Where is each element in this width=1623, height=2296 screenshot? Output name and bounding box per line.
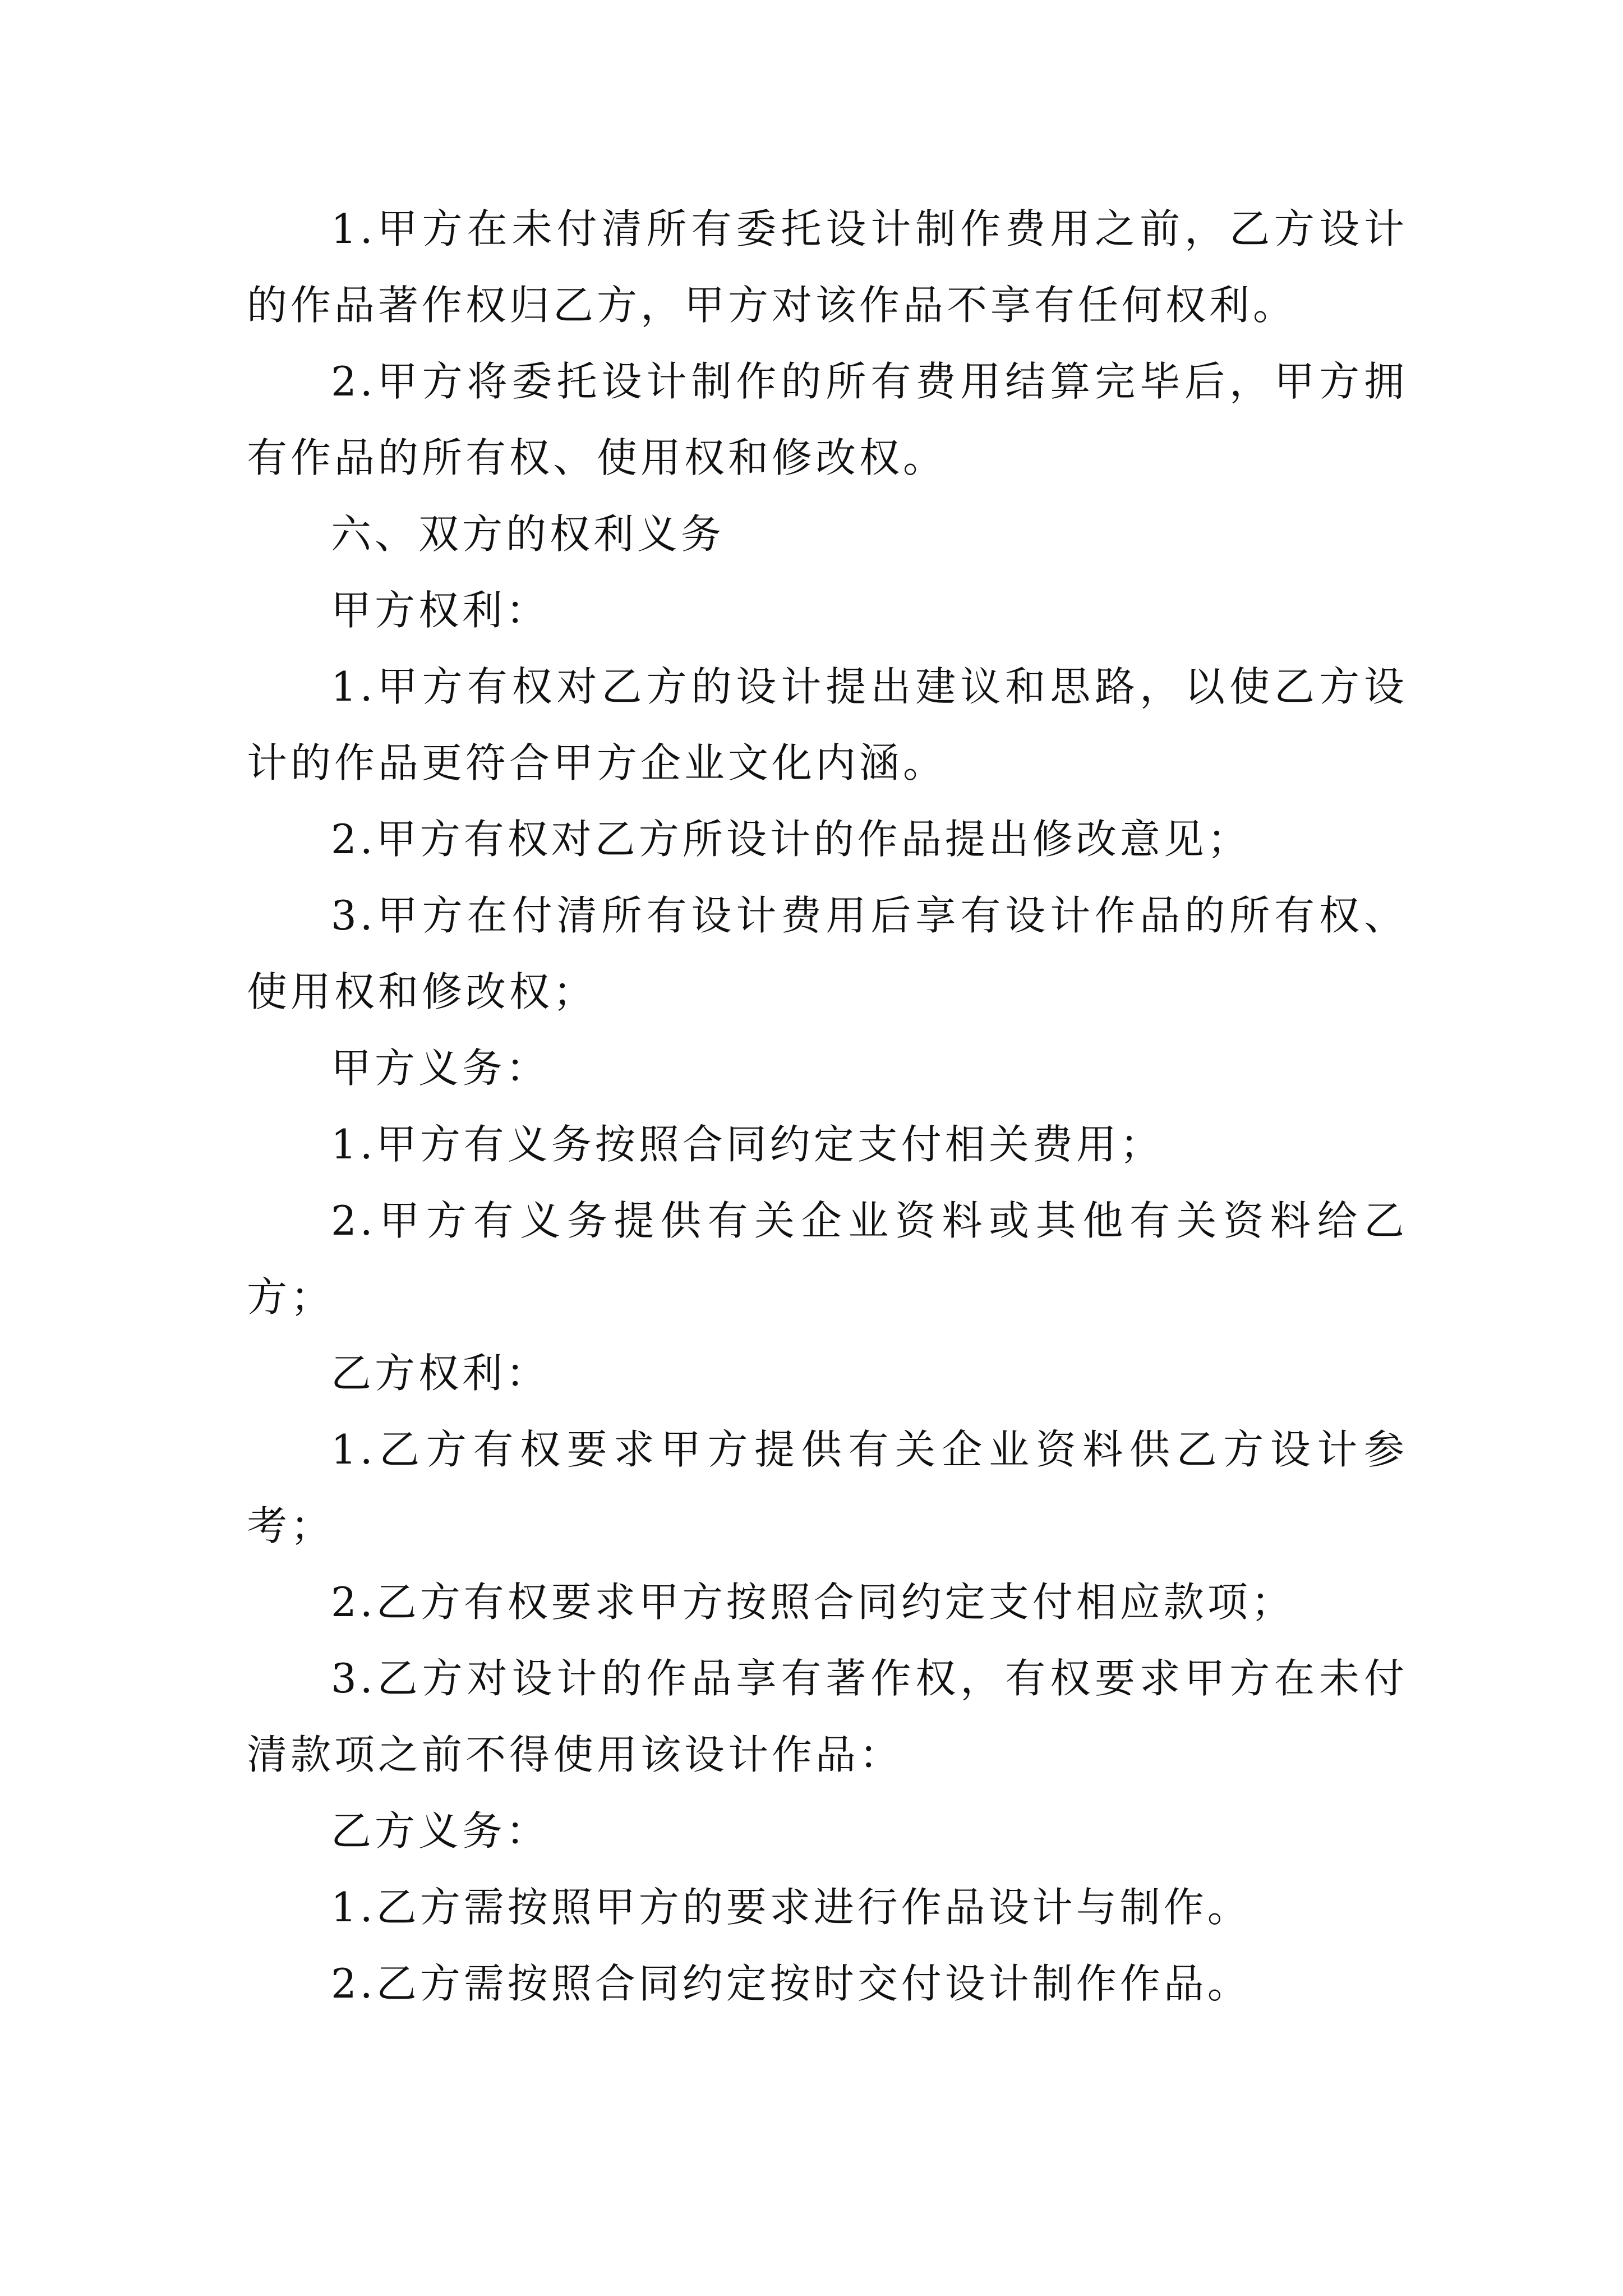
section-heading-6: 六、双方的权利义务 bbox=[331, 510, 725, 558]
paragraph-b-duty-1: 1.乙方需按照甲方的要求进行作品设计与制作。 bbox=[331, 1884, 1251, 1931]
paragraph-b-right-3: 3.乙方对设计的作品享有著作权，有权要求甲方在未付清款项之前不得使用该设计作品： bbox=[247, 1655, 1408, 1778]
paragraph-2: 2.甲方将委托设计制作的所有费用结算完毕后，甲方拥有作品的所有权、使用权和修改权。 bbox=[247, 358, 1408, 481]
paragraph-a-duty-1: 1.甲方有义务按照合同约定支付相关费用； bbox=[331, 1121, 1164, 1168]
paragraph-a-right-2: 2.甲方有权对乙方所设计的作品提出修改意见； bbox=[331, 816, 1251, 863]
party-a-duties-heading: 甲方义务： bbox=[331, 1045, 550, 1092]
party-a-rights-heading: 甲方权利： bbox=[331, 587, 550, 634]
party-b-rights-heading: 乙方权利： bbox=[331, 1350, 550, 1397]
paragraph-a-duty-2: 2.甲方有义务提供有关企业资料或其他有关资料给乙方； bbox=[247, 1197, 1408, 1320]
document-body bbox=[247, 191, 1408, 2022]
party-b-duties-heading: 乙方义务： bbox=[331, 1807, 550, 1855]
paragraph-b-duty-2: 2.乙方需按照合同约定按时交付设计制作作品。 bbox=[331, 1960, 1251, 2007]
paragraph-a-right-1: 1.甲方有权对乙方的设计提出建议和思路，以使乙方设计的作品更符合甲方企业文化内涵。 bbox=[247, 663, 1408, 786]
paragraph-b-right-1: 1.乙方有权要求甲方提供有关企业资料供乙方设计参考； bbox=[247, 1426, 1408, 1549]
paragraph-a-right-3: 3.甲方在付清所有设计费用后享有设计作品的所有权、使用权和修改权； bbox=[247, 892, 1408, 1015]
paragraph-b-right-2: 2.乙方有权要求甲方按照合同约定支付相应款项； bbox=[331, 1579, 1295, 1626]
paragraph-1: 1.甲方在未付清所有委托设计制作费用之前，乙方设计的作品著作权归乙方，甲方对该作品不享有任何权利。 bbox=[247, 205, 1408, 329]
